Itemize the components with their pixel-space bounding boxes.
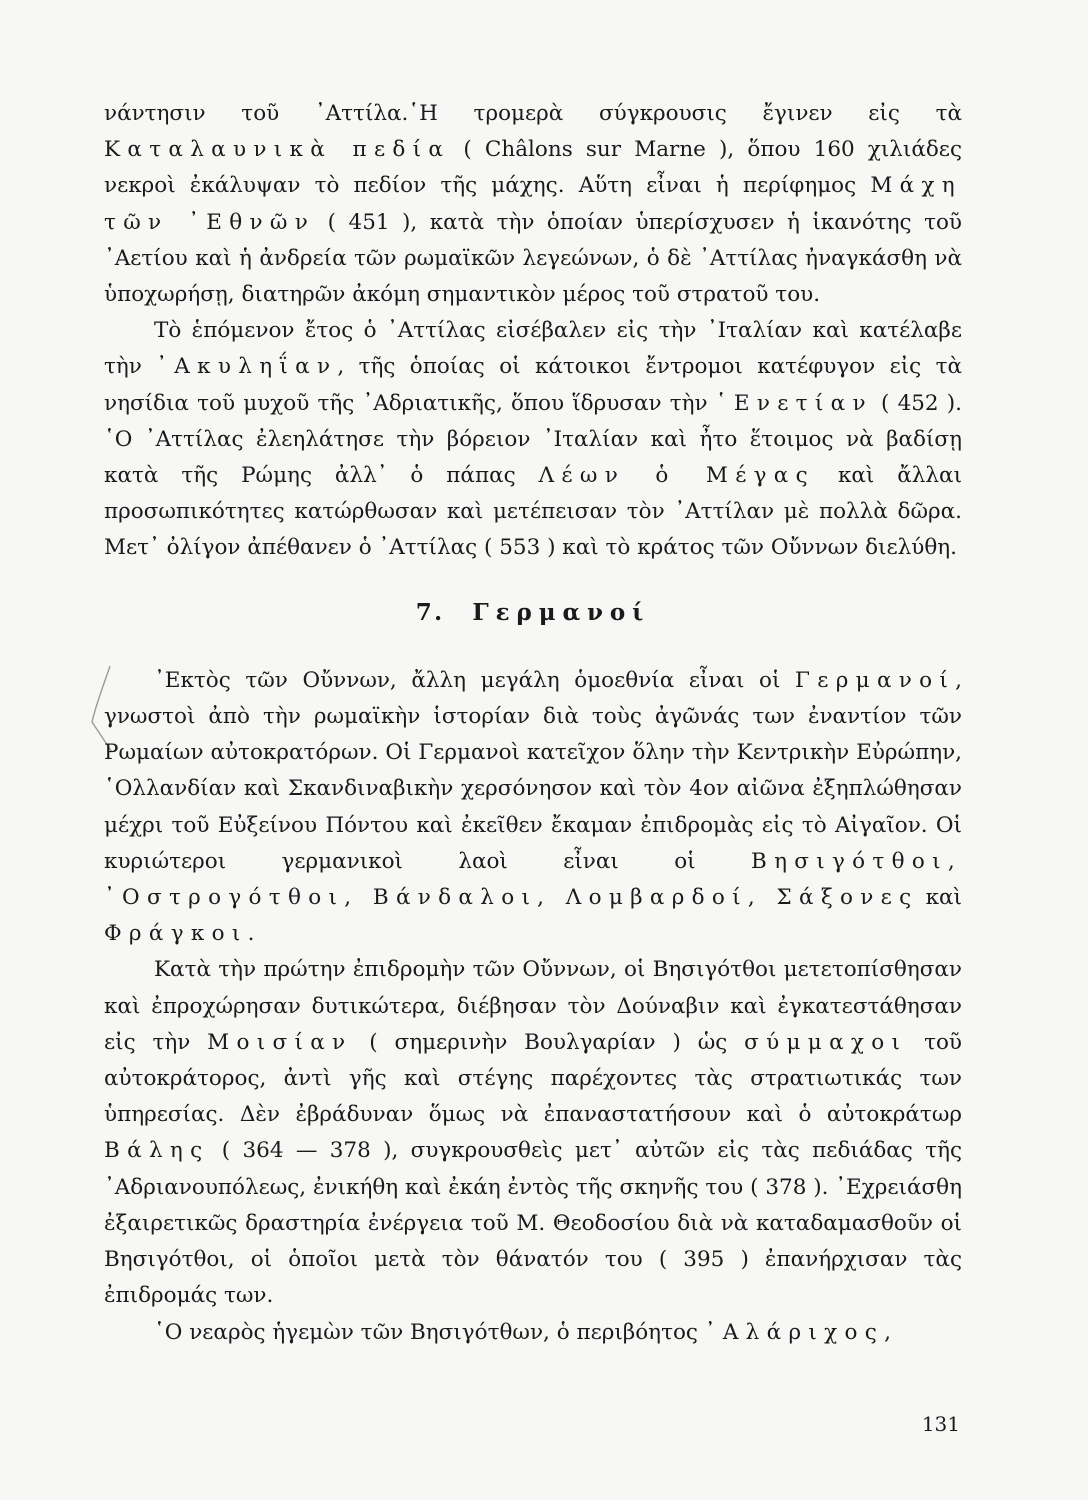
- emphasis-peoples: Βησιγότθοι, ᾿Οστρογότθοι, Βάνδαλοι, Λομβαρδοί, Σάξονες: [104, 848, 962, 911]
- paragraph-1: νάντησιν τοῦ ᾿Αττίλα.῾Η τρομερὰ σύγκρουσις ἔγινεν εἰς τὰ Καταλαυνικὰ πεδία ( Châlons sur Marne ), ὅπου 160 χιλιάδες νεκροὶ ἐκάλυψαν τὸ πεδίον τῆς μάχης. Αὕτη εἶναι ἡ περίφημος Μάχη τῶν ᾿Εθνῶν ( 451 ), κατὰ τὴν ὁποίαν ὑπερίσχυσεν ἡ ἱκανότης τοῦ ᾿Αετίου καὶ ἡ ἀνδρεία τῶν ρωμαϊκῶν λεγεώνων, ὁ δὲ ᾿Αττίλας ἠναγκάσθη νὰ ὑποχωρήσῃ, διατηρῶν ἀκόμη σημαντικὸν μέρος τοῦ στρατοῦ του.: [104, 101, 962, 308]
- page-text: [104, 96, 962, 1351]
- emphasis-alarichos: ᾿Αλάριχος: [704, 1319, 885, 1345]
- section-heading: [104, 595, 962, 631]
- paragraph-2: Τὸ ἑπόμενον ἔτος ὁ ᾿Αττίλας εἰσέβαλεν εἰς τὴν ᾿Ιταλίαν καὶ κατέλαβε τὴν ᾿Ακυληΐαν, τῆς ὁποίας οἱ κάτοικοι ἔντρομοι κατέφυγον εἰς τὰ νησίδια τοῦ μυχοῦ τῆς ᾿Αδριατικῆς, ὅπου ἵδρυσαν τὴν ῾Ενετίαν ( 452 ). ῾Ο ᾿Αττίλας ἐλεηλάτησε τὴν βόρειον ᾿Ιταλίαν καὶ ἦτο ἕτοιμος νὰ βαδίσῃ κατὰ τῆς Ρώμης ἀλλ᾿ ὁ πάπας Λέων ὁ Μέγας καὶ ἄλλαι προσωπικότητες κατώρθωσαν καὶ μετέπεισαν τὸν ᾿Αττίλαν μὲ πολλὰ δῶρα. Μετ᾿ ὀλίγον ἀπέθανεν ὁ ᾿Αττίλας ( 553 ) καὶ τὸ κράτος τῶν Οὔννων διελύθη.: [104, 318, 963, 561]
- paragraph-4: Κατὰ τὴν πρώτην ἐπιδρομὴν τῶν Οὔννων, οἱ Βησιγότθοι μετετοπίσθησαν καὶ ἐπροχώρησαν δυτικώτερα, διέβησαν τὸν Δούναβιν καὶ ἐγκατεστάθησαν εἰς τὴν Μοισίαν ( σημερινὴν Βουλγαρίαν ) ὡς σύμμαχοι τοῦ αὐτοκράτορος, ἀντὶ γῆς καὶ στέγης παρέχοντες τὰς στρατιωτικάς των ὑπηρεσίας. Δὲν ἐβράδυναν ὅμως νὰ ἐπαναστατήσουν καὶ ὁ αὐτοκράτωρ Βάλης ( 364 — 378 ), συγκρουσθεὶς μετ᾿ αὐτῶν εἰς τὰς πεδιάδας τῆς ᾿Αδριανουπόλεως, ἐνικήθη καὶ ἐκάη ἐντὸς τῆς σκηνῆς του ( 378 ). ᾿Εχρειάσθη ἐξαιρετικῶς δραστηρία ἐνέργεια τοῦ Μ. Θεοδοσίου διὰ νὰ καταδαμασθοῦν οἱ Βησιγότθοι, οἱ ὁποῖοι μετὰ τὸν θάνατόν του ( 395 ) ἐπανήρχισαν τὰς ἐπιδρομάς των.: [104, 957, 962, 1309]
- emphasis-germanoi: Γερμανοί: [795, 667, 956, 693]
- section-title: Γερμανοί: [472, 598, 651, 626]
- emphasis-frankoi: Φράγκοι: [104, 921, 248, 947]
- emphasis-enetia: ῾Ενετίαν: [715, 390, 873, 416]
- section-number: 7.: [415, 598, 445, 626]
- emphasis-machi-ethnon: Μάχη τῶν ᾿Εθνῶν: [104, 173, 962, 235]
- emphasis-symmachoi: σύμμαχοι: [744, 1029, 908, 1055]
- page-number: 131: [921, 1412, 960, 1436]
- emphasis-katalaunika: Καταλαυνικὰ πεδία: [104, 137, 451, 163]
- emphasis-valis: Βάλης: [104, 1138, 210, 1164]
- emphasis-moisia: Μοισίαν: [207, 1029, 353, 1055]
- emphasis-leon: Λέων ὁ Μέγας: [538, 463, 815, 489]
- paragraph-3: ᾿Εκτὸς τῶν Οὔννων, ἄλλη μεγάλη ὁμοεθνία εἶναι οἱ Γερμανοί, γνωστοὶ ἀπὸ τὴν ρωμαϊκὴν ἱστορίαν διὰ τοὺς ἀγῶνάς των ἐναντίον τῶν Ρωμαίων αὐτοκρατόρων. Οἱ Γερμανοὶ κατεῖχον ὅλην τὴν Κεντρικὴν Εὐρώπην, ῾Ολλανδίαν καὶ Σκανδιναβικὴν χερσόνησον καὶ τὸν 4ον αἰῶνα ἐξηπλώθησαν μέχρι τοῦ Εὐξείνου Πόντου καὶ ἐκεῖθεν ἔκαμαν ἐπιδρομὰς εἰς τὸ Αἰγαῖον. Οἱ κυριώτεροι γερμανικοὶ λαοὶ εἶναι οἱ Βησιγότθοι, ᾿Οστρογότθοι, Βάνδαλοι, Λομβαρδοί, Σάξονες καὶ Φράγκοι.: [104, 667, 962, 947]
- emphasis-akyleia: ᾿Ακυληΐαν: [156, 354, 338, 380]
- paragraph-5: ῾Ο νεαρὸς ἡγεμὼν τῶν Βησιγότθων, ὁ περιβόητος ᾿Αλάριχος,: [154, 1319, 891, 1345]
